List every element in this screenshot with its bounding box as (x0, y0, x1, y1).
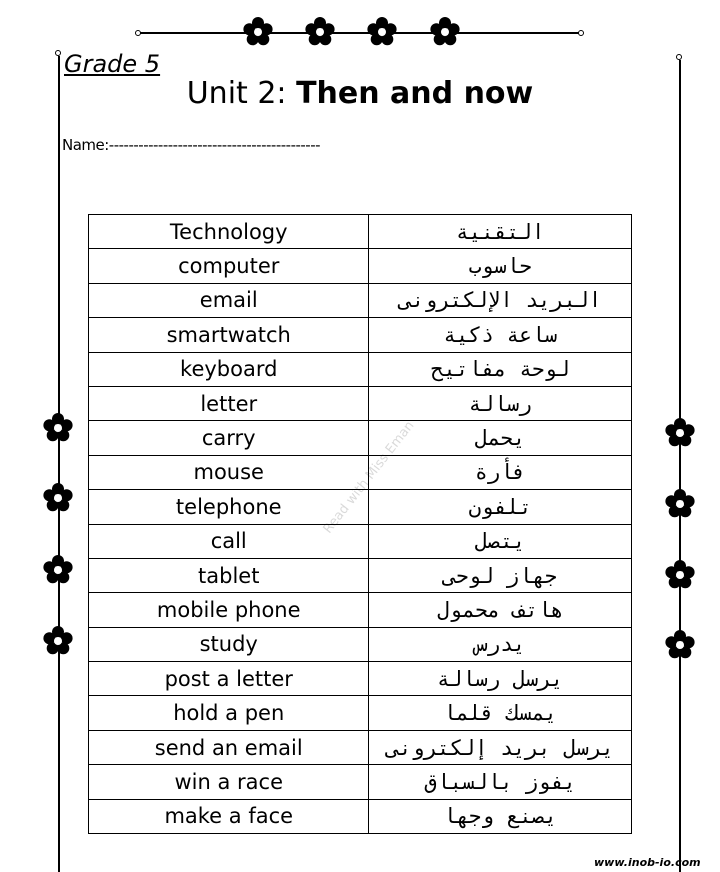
page-title (0, 76, 720, 111)
arabic-translation-cell: يحمل (369, 421, 632, 455)
arabic-translation-cell: البريد الإلكترونى (369, 283, 632, 317)
table-row (89, 352, 632, 386)
arabic-translation-cell: يفوز بالسباق (369, 765, 632, 799)
english-word-cell: call (89, 524, 369, 558)
top-line-end-dot (578, 30, 584, 36)
english-word-cell: keyboard (89, 352, 369, 386)
english-word-cell: letter (89, 386, 369, 420)
arabic-translation-cell: ساعة ذكية (369, 318, 632, 352)
table-row (89, 249, 632, 283)
flower-icon (665, 418, 695, 448)
flower-icon (43, 413, 73, 443)
english-word-cell: computer (89, 249, 369, 283)
arabic-translation-cell: يدرس (369, 627, 632, 661)
arabic-translation-cell: التقنية (369, 215, 632, 249)
flower-icon (665, 560, 695, 590)
english-word-cell: tablet (89, 558, 369, 592)
arabic-translation-cell: فأرة (369, 455, 632, 489)
english-word-cell: hold a pen (89, 696, 369, 730)
footer-website: www.inob-io.com (594, 856, 701, 869)
flower-icon (43, 555, 73, 585)
table-row (89, 730, 632, 764)
table-row (89, 421, 632, 455)
table-row (89, 696, 632, 730)
unit-prefix: Unit 2: (186, 76, 287, 111)
top-line-end-dot (135, 30, 141, 36)
arabic-translation-cell: يرسل بريد إلكترونى (369, 730, 632, 764)
table-row (89, 765, 632, 799)
english-word-cell: win a race (89, 765, 369, 799)
english-word-cell: Technology (89, 215, 369, 249)
english-word-cell: make a face (89, 799, 369, 833)
english-word-cell: send an email (89, 730, 369, 764)
arabic-translation-cell: رسالة (369, 386, 632, 420)
table-row (89, 662, 632, 696)
arabic-translation-cell: لوحة مفاتيح (369, 352, 632, 386)
arabic-translation-cell: حاسوب (369, 249, 632, 283)
english-word-cell: carry (89, 421, 369, 455)
flower-icon (243, 17, 273, 47)
english-word-cell: telephone (89, 490, 369, 524)
right-line-end-dot (676, 54, 682, 60)
table-row (89, 283, 632, 317)
table-row (89, 593, 632, 627)
flower-icon (43, 483, 73, 513)
unit-title: Then and now (296, 76, 534, 111)
table-row (89, 386, 632, 420)
arabic-translation-cell: يمسك قلما (369, 696, 632, 730)
english-word-cell: smartwatch (89, 318, 369, 352)
arabic-translation-cell: تلفون (369, 490, 632, 524)
grade-label: Grade 5 (64, 50, 161, 78)
arabic-translation-cell: جهاز لوحى (369, 558, 632, 592)
flower-icon (430, 17, 460, 47)
table-row (89, 215, 632, 249)
right-border-line (679, 60, 681, 872)
name-field-label: Name:------------------------------------------- (62, 136, 321, 154)
watermark: Read with Miss Eman (320, 418, 418, 537)
table-row (89, 558, 632, 592)
flower-icon (367, 17, 397, 47)
table-row (89, 799, 632, 833)
flower-icon (665, 630, 695, 660)
vocabulary-table-body (89, 215, 632, 834)
arabic-translation-cell: هاتف محمول (369, 593, 632, 627)
flower-icon (305, 17, 335, 47)
table-row (89, 627, 632, 661)
top-divider-line (140, 32, 580, 34)
arabic-translation-cell: يتصل (369, 524, 632, 558)
english-word-cell: study (89, 627, 369, 661)
flower-icon (43, 626, 73, 656)
arabic-translation-cell: يرسل رسالة (369, 662, 632, 696)
left-border-line (58, 56, 60, 872)
flower-icon (665, 489, 695, 519)
arabic-translation-cell: يصنع وجها (369, 799, 632, 833)
table-row (89, 318, 632, 352)
english-word-cell: mouse (89, 455, 369, 489)
left-line-end-dot (55, 50, 61, 56)
english-word-cell: post a letter (89, 662, 369, 696)
table-row (89, 524, 632, 558)
english-word-cell: email (89, 283, 369, 317)
vocabulary-table (88, 214, 632, 834)
english-word-cell: mobile phone (89, 593, 369, 627)
